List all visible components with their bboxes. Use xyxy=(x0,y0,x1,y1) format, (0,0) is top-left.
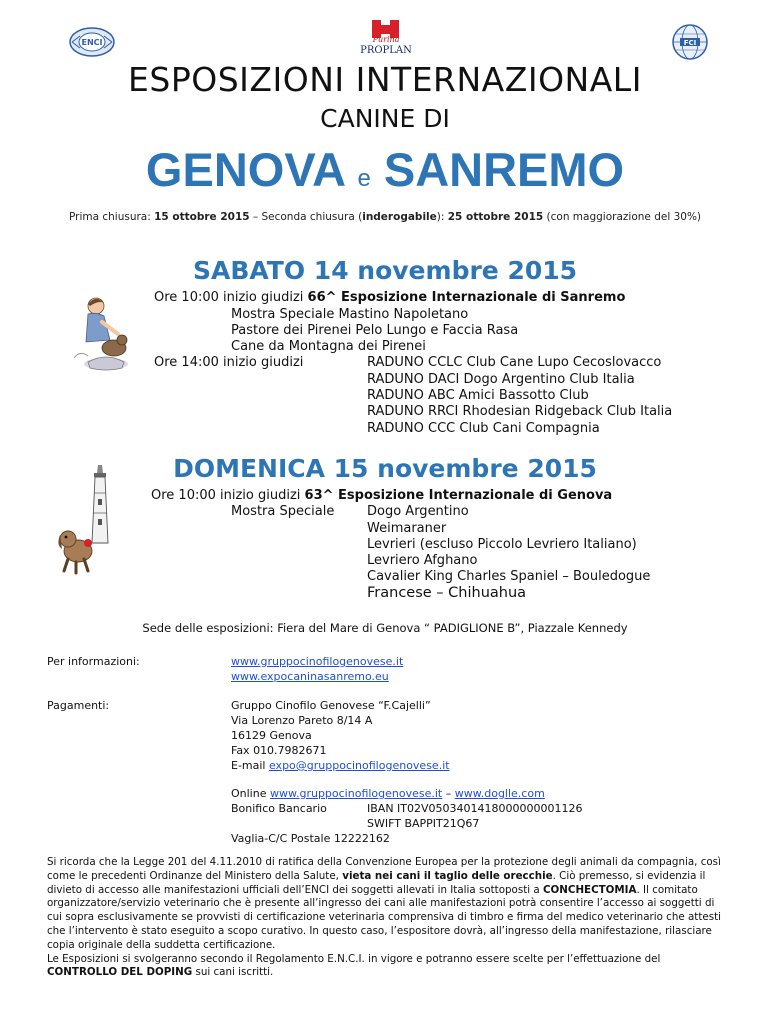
notes-p2-c: sui cani iscritti. xyxy=(192,966,274,979)
payments-street: Via Lorenzo Pareto 8/14 A xyxy=(231,714,373,727)
payments-city: 16129 Genova xyxy=(231,729,312,742)
breed-2: Weimaraner xyxy=(367,521,447,536)
online-link-gruppo[interactable]: www.gruppocinofilogenovese.it xyxy=(269,787,443,800)
saturday-special-2: Pastore dei Pirenei Pelo Lungo e Faccia Rasa xyxy=(231,323,519,338)
cities-title xyxy=(0,142,770,197)
raduno-1: RADUNO CCLC Club Cane Lupo Cecoslovacco xyxy=(367,355,662,370)
city-sanremo: SANREMO xyxy=(383,143,625,196)
genova-show-name: 63^ Esposizione Internazionale di Genova xyxy=(304,488,613,503)
deadline-prefix: Prima chiusura: xyxy=(68,211,155,223)
info-link-gruppo[interactable]: www.gruppocinofilogenovese.it xyxy=(231,655,404,668)
breed-6: Francese – Chihuahua xyxy=(367,585,527,601)
breed-1: Dogo Argentino xyxy=(367,504,469,519)
breed-4: Levriero Afghano xyxy=(367,553,478,568)
raduno-4: RADUNO RRCI Rhodesian Ridgeback Club Italia xyxy=(367,404,673,419)
deadline-second-date: 25 ottobre 2015 xyxy=(447,211,544,223)
city-genova: GENOVA xyxy=(145,143,345,196)
saturday-special-3: Cane da Montagna dei Pirenei xyxy=(231,339,426,354)
city-connector: e xyxy=(357,165,371,192)
svg-text:ENCI: ENCI xyxy=(81,38,103,47)
boy-with-dog-illustration xyxy=(66,292,132,372)
notes-ear-cropping: vieta nei cani il taglio delle orecchie xyxy=(342,869,553,882)
sunday-special-label: Mostra Speciale xyxy=(231,504,335,519)
deadline-mid: – Seconda chiusura ( xyxy=(249,211,363,223)
title-line-1: ESPOSIZIONI INTERNAZIONALI xyxy=(128,60,642,99)
notes-paragraph-1 xyxy=(47,856,727,953)
notes-doping: CONTROLLO DEL DOPING xyxy=(47,966,193,979)
saturday-morning-row xyxy=(154,290,625,307)
svg-text:PROPLAN: PROPLAN xyxy=(360,45,412,56)
payments-fax: Fax 010.7982671 xyxy=(231,744,327,757)
email-label: E-mail xyxy=(231,759,269,772)
bonifico-label: Bonifico Bancario xyxy=(231,802,327,815)
info-link-expo[interactable]: www.expocaninasanremo.eu xyxy=(231,670,389,683)
saturday-time-2: Ore 14:00 inizio giudizi xyxy=(154,355,304,370)
notes-p2-a: Le Esposizioni si svolgeranno secondo il Regolamento E.N.C.I. in vigore e potranno essere scelte per l’effettuazione del xyxy=(47,952,661,965)
purina-proplan-logo xyxy=(352,20,420,56)
notes-p1-c: . Ciò premesso, si evidenzia il divieto di accesso alle manifestazioni ufficiali dell’ENCI dei soggetti allevati in Italia sottoposti a xyxy=(47,869,706,896)
deadline-suffix: (con maggiorazione del 30%) xyxy=(543,211,702,223)
sunday-heading: DOMENICA 15 novembre 2015 xyxy=(173,454,597,483)
fci-logo xyxy=(669,23,711,61)
venue: Sede delle esposizioni: Fiera del Mare di Genova “ PADIGLIONE B”, Piazzale Kennedy xyxy=(142,621,628,635)
notes-p1-e: . Il comitato organizzatore/servizio veterinario che è presente all’ingresso dei cani alle manifestazioni potrà consentire l’accesso ai soggetti di cui sopra esclusivamente se provvisti di certificazione veterinaria comprensiva di timbro e firma del medico veterinario che attesti che l’intervento è stato eseguito a scopo curativo. In questo caso, l’espositore dovrà, all’ingresso della manifestazione, rilasciare copia originale della suddetta certificazione. xyxy=(47,883,721,951)
enci-logo xyxy=(68,24,116,60)
payments-label: Pagamenti: xyxy=(47,699,110,712)
online-separator: – xyxy=(442,787,455,800)
deadline-inderogabile: inderogabile xyxy=(362,211,437,223)
deadline-mid2: ): xyxy=(436,211,448,223)
svg-text:Purina: Purina xyxy=(372,35,400,44)
sanremo-show-name: 66^ Esposizione Internazionale di Sanremo xyxy=(307,290,626,305)
legal-notes xyxy=(47,856,727,980)
raduno-5: RADUNO CCC Club Cani Compagnia xyxy=(367,421,600,436)
payments-org: Gruppo Cinofilo Genovese “F.Cajelli” xyxy=(231,699,431,712)
info-label: Per informazioni: xyxy=(47,655,140,668)
raduno-2: RADUNO DACI Dogo Argentino Club Italia xyxy=(367,372,635,387)
breed-5: Cavalier King Charles Spaniel – Bouledogue xyxy=(367,569,651,584)
sunday-morning-row xyxy=(151,488,612,505)
lighthouse-dog-illustration xyxy=(54,463,120,581)
payments-email-row xyxy=(231,758,450,773)
deadlines xyxy=(0,211,770,223)
saturday-heading: SABATO 14 novembre 2015 xyxy=(192,256,578,285)
deadline-first-date: 15 ottobre 2015 xyxy=(154,211,250,223)
email-link[interactable]: expo@gruppocinofilogenovese.it xyxy=(268,759,450,772)
svg-text:FCI: FCI xyxy=(683,39,697,47)
sunday-time-1: Ore 10:00 inizio giudizi xyxy=(151,488,301,503)
saturday-time-1: Ore 10:00 inizio giudizi xyxy=(154,290,304,305)
swift: SWIFT BAPPIT21Q67 xyxy=(367,817,480,830)
iban: IBAN IT02V0503401418000000001126 xyxy=(367,802,583,815)
online-label: Online xyxy=(231,787,270,800)
breed-3: Levrieri (escluso Piccolo Levriero Italiano) xyxy=(367,537,637,552)
title-line-2: CANINE DI xyxy=(320,104,450,133)
notes-p1-a: Si ricorda che la Legge 201 del 4.11.2010 di ratifica della Convenzione Europea per la protezione degli animali da compagnia, così come le precedenti Ordinanze del Ministero della Salute, xyxy=(47,856,721,882)
notes-paragraph-2 xyxy=(47,953,727,981)
saturday-special-1: Mostra Speciale Mastino Napoletano xyxy=(231,307,469,322)
raduno-3: RADUNO ABC Amici Bassotto Club xyxy=(367,388,589,403)
payments-online-row xyxy=(231,786,545,801)
vaglia: Vaglia-C/C Postale 12222162 xyxy=(231,832,390,845)
notes-conchectomia: CONCHECTOMIA xyxy=(542,883,637,896)
online-link-doglle[interactable]: www.doglle.com xyxy=(454,787,545,800)
